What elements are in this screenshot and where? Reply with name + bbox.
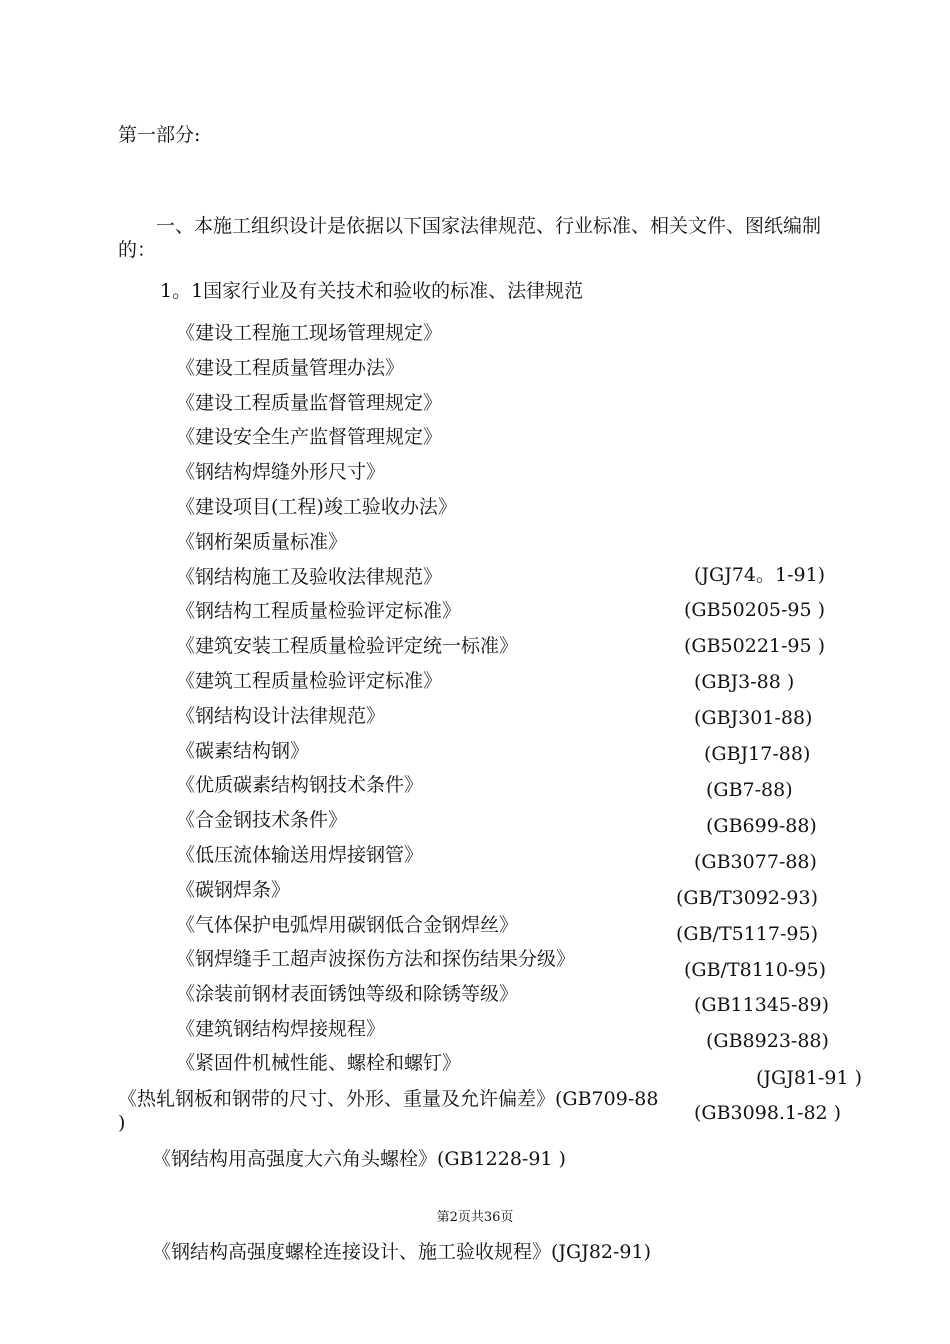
standard-code: (GB3077-88) bbox=[694, 851, 817, 873]
standard-title: 《建筑安装工程质量检验评定统一标准》 bbox=[176, 635, 519, 657]
standard-title: 《钢结构焊缝外形尺寸》 bbox=[176, 461, 386, 483]
standard-title: 《钢结构设计法律规范》 bbox=[176, 705, 386, 727]
standard-title: 《钢结构施工及验收法律规范》 bbox=[176, 566, 443, 588]
standard-hs-bolts: 《钢结构用高强度大六角头螺栓》(GB1228-91 ) bbox=[152, 1148, 566, 1170]
standard-title: 《钢结构工程质量检验评定标准》 bbox=[176, 600, 462, 622]
standard-code: (JGJ74。1-91) bbox=[694, 564, 826, 586]
standard-code: (GB8923-88) bbox=[706, 1030, 829, 1052]
part-title: 第一部分: bbox=[118, 124, 201, 146]
section-heading: 1。1国家行业及有关技术和验收的标准、法律规范 bbox=[160, 280, 584, 302]
standard-code: (GB11345-89) bbox=[694, 994, 830, 1016]
standard-code: (GB/T8110-95) bbox=[684, 959, 826, 981]
standard-code: (GB/T5117-95) bbox=[676, 923, 818, 945]
standard-title: 《钢桁架质量标准》 bbox=[176, 531, 348, 553]
standard-title: 《紧固件机械性能、螺栓和螺钉》 bbox=[176, 1052, 462, 1074]
standard-title: 《气体保护电弧焊用碳钢低合金钢焊丝》 bbox=[176, 914, 519, 936]
intro-paragraph: 一、本施工组织设计是依据以下国家法律规范、行业标准、相关文件、图纸编制的： bbox=[118, 215, 822, 261]
standard-code: (JGJ81-91 ) bbox=[756, 1067, 863, 1089]
standard-code: (GB50205-95 ) bbox=[684, 599, 826, 621]
standard-code: (GB7-88) bbox=[706, 779, 793, 801]
standard-code: (GB/T3092-93) bbox=[676, 887, 818, 909]
standard-title: 《建设工程施工现场管理规定》 bbox=[176, 322, 443, 344]
standard-title: 《合金钢技术条件》 bbox=[176, 809, 348, 831]
standard-title: 《碳素结构钢》 bbox=[176, 740, 310, 762]
standard-title: 《涂装前钢材表面锈蚀等级和除锈等级》 bbox=[176, 983, 519, 1005]
standard-title: 《建设安全生产监督管理规定》 bbox=[176, 426, 443, 448]
standard-title: 《碳钢焊条》 bbox=[176, 879, 291, 901]
standard-code: (GBJ3-88 ) bbox=[694, 671, 795, 693]
standard-code: (GBJ301-88) bbox=[694, 707, 813, 729]
page-number-footer: 第2页共36页 bbox=[436, 1210, 514, 1225]
standard-title: 《建设项目(工程)竣工验收办法》 bbox=[176, 496, 457, 518]
standard-title: 《建设工程质量管理办法》 bbox=[176, 357, 405, 379]
standard-code: (GBJ17-88) bbox=[704, 743, 811, 765]
standard-title: 《建筑钢结构焊接规程》 bbox=[176, 1018, 386, 1040]
standard-title: 《建筑工程质量检验评定标准》 bbox=[176, 670, 443, 692]
standard-hs-bolt-connection: 《钢结构高强度螺栓连接设计、施工验收规程》(JGJ82-91) bbox=[152, 1241, 652, 1263]
standard-title: 《低压流体输送用焊接钢管》 bbox=[176, 844, 424, 866]
standard-title: 《优质碳素结构钢技术条件》 bbox=[176, 774, 424, 796]
standard-hot-rolled: 《热轧钢板和钢带的尺寸、外形、重量及允许偏差》(GB709-88 ) bbox=[118, 1088, 659, 1134]
standard-title: 《建设工程质量监督管理规定》 bbox=[176, 392, 443, 414]
standard-title: 《钢焊缝手工超声波探伤方法和探伤结果分级》 bbox=[176, 948, 576, 970]
standard-code: (GB50221-95 ) bbox=[684, 635, 826, 657]
standard-code: (GB3098.1-82 ) bbox=[694, 1102, 842, 1124]
standard-code: (GB699-88) bbox=[706, 815, 817, 837]
